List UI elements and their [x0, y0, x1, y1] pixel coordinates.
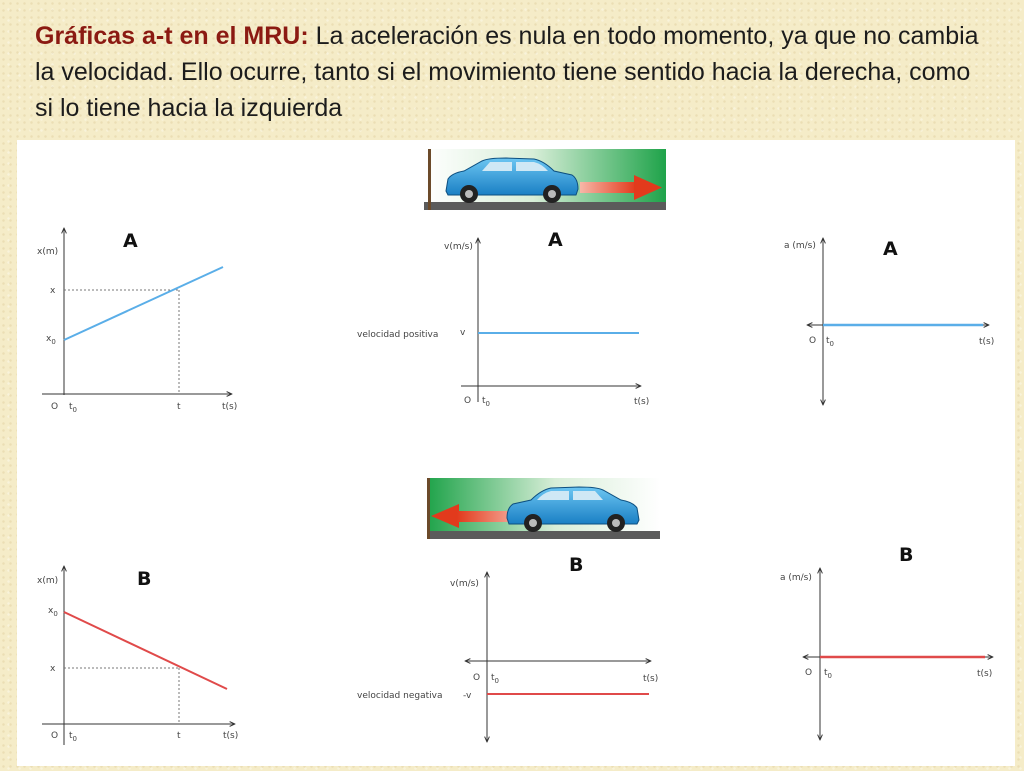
velocidad-positiva-label: velocidad positiva — [357, 330, 439, 340]
title-bold: Gráficas a-t en el MRU: — [35, 22, 309, 50]
ylabel: a (m/s) — [780, 573, 812, 583]
slide-title — [35, 18, 995, 126]
title-text: La aceleración es nula en todo momento, ya que no cambia la velocidad. Ello ocurre, tanto si el movimiento tiene sentido hacia la derecha, como si lo tiene hacia la izquierda — [35, 22, 979, 122]
xlabel: t(s) — [643, 674, 659, 684]
origin-label: O — [809, 336, 817, 346]
car-scene-right — [424, 149, 666, 210]
origin-label: O — [51, 731, 59, 741]
x-label: x — [50, 286, 56, 296]
graph-B-vt — [357, 554, 658, 742]
t-label: t — [177, 402, 181, 412]
graph-A-vt — [357, 229, 649, 408]
t0-label: $t_0$ — [826, 336, 834, 348]
graph-letter: A — [123, 230, 138, 252]
t-label: t — [177, 731, 181, 741]
x0-label: $x_0$ — [48, 606, 58, 618]
ylabel: v(m/s) — [450, 579, 479, 589]
graph-letter: B — [899, 544, 914, 566]
origin-label: O — [464, 396, 472, 406]
graph-A-xt — [37, 228, 237, 414]
t0-label: $t_0$ — [69, 731, 77, 743]
t0-label: $t_0$ — [482, 396, 490, 408]
xlabel: t(s) — [223, 731, 239, 741]
position-line-B — [64, 612, 227, 689]
t0-label: $t_0$ — [491, 673, 499, 685]
graph-A-at — [784, 238, 994, 405]
velocidad-negativa-label: velocidad negativa — [357, 691, 443, 701]
xlabel: t(s) — [979, 337, 995, 347]
ylabel: x(m) — [37, 576, 59, 586]
xlabel: t(s) — [977, 669, 993, 679]
graph-letter: B — [569, 554, 584, 576]
minus-v-label: -v — [463, 691, 472, 701]
origin-label: O — [473, 673, 481, 683]
x-label: x — [50, 664, 56, 674]
car-scene-left — [427, 478, 660, 539]
v-label: v — [460, 328, 466, 338]
graph-letter: B — [137, 568, 152, 590]
x0-label: $x_0$ — [46, 334, 56, 346]
t0-label: $t_0$ — [69, 402, 77, 414]
graph-letter: A — [883, 238, 898, 260]
origin-label: O — [805, 668, 813, 678]
ylabel: v(m/s) — [444, 242, 473, 252]
position-line-A — [64, 267, 223, 340]
graphs-panel — [17, 140, 1015, 766]
graphs-svg — [17, 140, 1015, 766]
t0-label: $t_0$ — [824, 668, 832, 680]
xlabel: t(s) — [222, 402, 238, 412]
graph-B-xt — [37, 566, 238, 745]
ylabel: a (m/s) — [784, 241, 816, 251]
graph-letter: A — [548, 229, 563, 251]
origin-label: O — [51, 402, 59, 412]
ylabel: x(m) — [37, 247, 59, 257]
xlabel: t(s) — [634, 397, 650, 407]
graph-B-at — [780, 544, 993, 740]
